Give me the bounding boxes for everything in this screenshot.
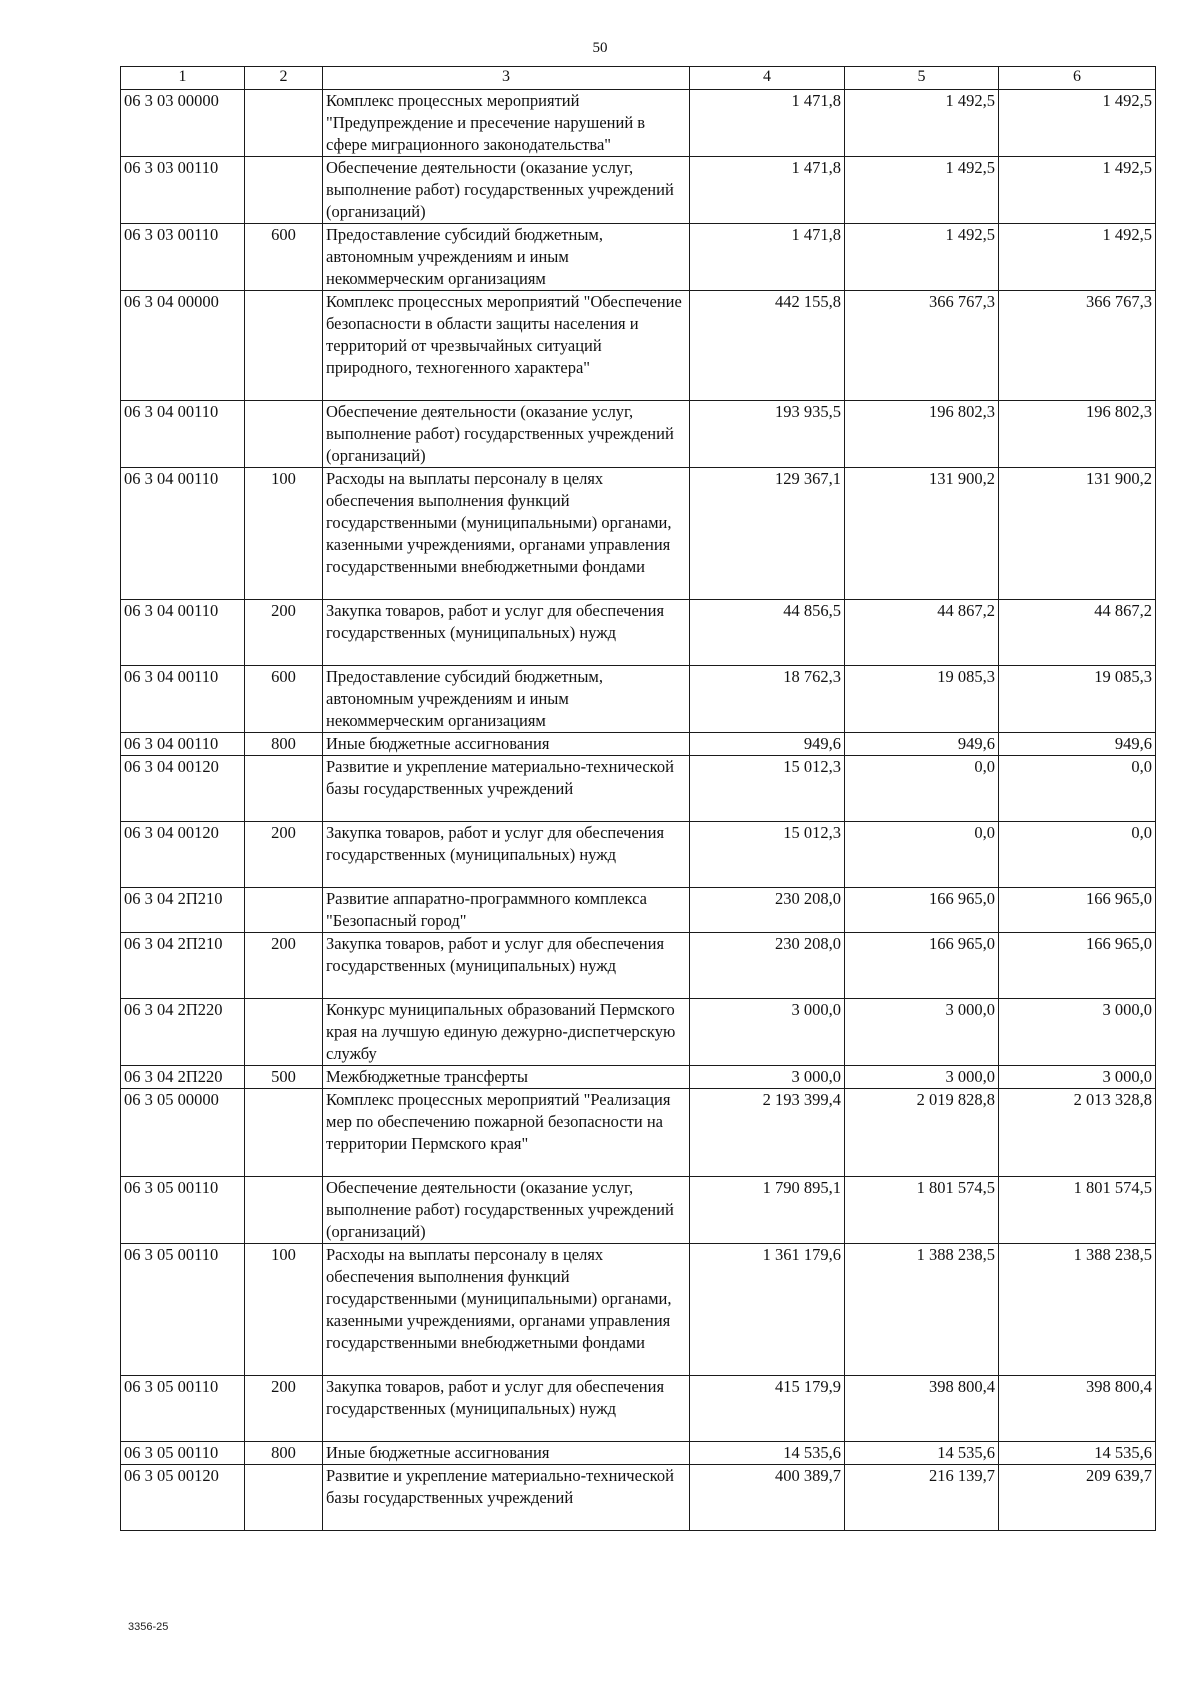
amount-col-4: 400 389,7 (690, 1465, 845, 1531)
code-cell: 06 3 05 00000 (121, 1089, 245, 1177)
expense-type-cell: 600 (245, 666, 323, 733)
header-col-5: 5 (845, 67, 999, 90)
amount-col-5: 196 802,3 (845, 401, 999, 468)
expense-type-cell (245, 157, 323, 224)
table-row (121, 666, 1156, 733)
name-cell: Закупка товаров, работ и услуг для обеспечения государственных (муниципальных) нужд (323, 822, 690, 888)
table-row (121, 733, 1156, 756)
name-cell: Расходы на выплаты персоналу в целях обеспечения выполнения функций государственными (муниципальными) органами, казенными учреждениями, органами управления государственными внебюджетными фондами (323, 468, 690, 600)
page-number: 50 (592, 40, 608, 56)
expense-type-cell (245, 756, 323, 822)
budget-table (120, 66, 1156, 1531)
header-row (121, 67, 1156, 90)
name-cell: Иные бюджетные ассигнования (323, 733, 690, 756)
table-row (121, 157, 1156, 224)
amount-col-4: 3 000,0 (690, 999, 845, 1066)
code-cell: 06 3 04 00110 (121, 600, 245, 666)
amount-col-4: 14 535,6 (690, 1442, 845, 1465)
name-cell: Предоставление субсидий бюджетным, автономным учреждениям и иным некоммерческим организациям (323, 666, 690, 733)
name-cell: Обеспечение деятельности (оказание услуг, выполнение работ) государственных учреждений (организаций) (323, 157, 690, 224)
table-row (121, 291, 1156, 401)
amount-col-4: 442 155,8 (690, 291, 845, 401)
amount-col-4: 15 012,3 (690, 822, 845, 888)
table-row (121, 1442, 1156, 1465)
expense-type-cell: 100 (245, 468, 323, 600)
amount-col-6: 1 492,5 (999, 224, 1156, 291)
expense-type-cell (245, 291, 323, 401)
amount-col-5: 14 535,6 (845, 1442, 999, 1465)
code-cell: 06 3 04 00000 (121, 291, 245, 401)
expense-type-cell: 800 (245, 1442, 323, 1465)
expense-type-cell: 200 (245, 1376, 323, 1442)
amount-col-4: 1 471,8 (690, 224, 845, 291)
expense-type-cell: 200 (245, 822, 323, 888)
amount-col-5: 0,0 (845, 756, 999, 822)
name-cell: Закупка товаров, работ и услуг для обеспечения государственных (муниципальных) нужд (323, 933, 690, 999)
code-cell: 06 3 04 00120 (121, 822, 245, 888)
amount-col-5: 166 965,0 (845, 888, 999, 933)
amount-col-6: 44 867,2 (999, 600, 1156, 666)
expense-type-cell: 500 (245, 1066, 323, 1089)
table-row (121, 1376, 1156, 1442)
amount-col-4: 1 471,8 (690, 157, 845, 224)
code-cell: 06 3 04 2П220 (121, 1066, 245, 1089)
amount-col-5: 44 867,2 (845, 600, 999, 666)
name-cell: Развитие и укрепление материально-технической базы государственных учреждений (323, 756, 690, 822)
amount-col-5: 1 492,5 (845, 224, 999, 291)
name-cell: Комплекс процессных мероприятий "Обеспечение безопасности в области защиты населения и территорий от чрезвычайных ситуаций природного, техногенного характера" (323, 291, 690, 401)
code-cell: 06 3 04 00110 (121, 468, 245, 600)
code-cell: 06 3 04 2П220 (121, 999, 245, 1066)
expense-type-cell: 100 (245, 1244, 323, 1376)
code-cell: 06 3 05 00110 (121, 1376, 245, 1442)
amount-col-4: 15 012,3 (690, 756, 845, 822)
code-cell: 06 3 04 00110 (121, 733, 245, 756)
code-cell: 06 3 04 00120 (121, 756, 245, 822)
table-row (121, 1465, 1156, 1531)
name-cell: Конкурс муниципальных образований Пермского края на лучшую единую дежурно-диспетчерскую службу (323, 999, 690, 1066)
name-cell: Предоставление субсидий бюджетным, автономным учреждениям и иным некоммерческим организациям (323, 224, 690, 291)
table-row (121, 468, 1156, 600)
name-cell: Развитие аппаратно-программного комплекса "Безопасный город" (323, 888, 690, 933)
expense-type-cell (245, 90, 323, 157)
table-row (121, 888, 1156, 933)
amount-col-5: 3 000,0 (845, 999, 999, 1066)
code-cell: 06 3 05 00110 (121, 1177, 245, 1244)
name-cell: Межбюджетные трансферты (323, 1066, 690, 1089)
code-cell: 06 3 04 2П210 (121, 888, 245, 933)
amount-col-4: 415 179,9 (690, 1376, 845, 1442)
code-cell: 06 3 05 00110 (121, 1244, 245, 1376)
amount-col-6: 14 535,6 (999, 1442, 1156, 1465)
amount-col-4: 129 367,1 (690, 468, 845, 600)
amount-col-4: 230 208,0 (690, 933, 845, 999)
table-row (121, 1244, 1156, 1376)
table-row (121, 822, 1156, 888)
name-cell: Обеспечение деятельности (оказание услуг, выполнение работ) государственных учреждений (организаций) (323, 1177, 690, 1244)
table-row (121, 224, 1156, 291)
amount-col-5: 1 388 238,5 (845, 1244, 999, 1376)
amount-col-6: 209 639,7 (999, 1465, 1156, 1531)
table-row (121, 90, 1156, 157)
amount-col-6: 949,6 (999, 733, 1156, 756)
expense-type-cell: 800 (245, 733, 323, 756)
code-cell: 06 3 04 2П210 (121, 933, 245, 999)
document-code: 3356-25 (128, 1621, 169, 1633)
amount-col-5: 1 492,5 (845, 157, 999, 224)
code-cell: 06 3 04 00110 (121, 666, 245, 733)
name-cell: Расходы на выплаты персоналу в целях обеспечения выполнения функций государственными (муниципальными) органами, казенными учреждениями, органами управления государственными внебюджетными фондами (323, 1244, 690, 1376)
code-cell: 06 3 05 00110 (121, 1442, 245, 1465)
amount-col-6: 1 801 574,5 (999, 1177, 1156, 1244)
amount-col-6: 196 802,3 (999, 401, 1156, 468)
amount-col-6: 1 388 238,5 (999, 1244, 1156, 1376)
amount-col-5: 949,6 (845, 733, 999, 756)
table-row (121, 1089, 1156, 1177)
amount-col-5: 216 139,7 (845, 1465, 999, 1531)
expense-type-cell (245, 1177, 323, 1244)
table-row (121, 600, 1156, 666)
amount-col-6: 2 013 328,8 (999, 1089, 1156, 1177)
name-cell: Обеспечение деятельности (оказание услуг, выполнение работ) государственных учреждений (организаций) (323, 401, 690, 468)
table-row (121, 1177, 1156, 1244)
amount-col-6: 19 085,3 (999, 666, 1156, 733)
amount-col-5: 398 800,4 (845, 1376, 999, 1442)
code-cell: 06 3 03 00110 (121, 157, 245, 224)
expense-type-cell (245, 1089, 323, 1177)
amount-col-4: 2 193 399,4 (690, 1089, 845, 1177)
table-row (121, 401, 1156, 468)
amount-col-5: 366 767,3 (845, 291, 999, 401)
amount-col-6: 1 492,5 (999, 157, 1156, 224)
name-cell: Развитие и укрепление материально-технической базы государственных учреждений (323, 1465, 690, 1531)
name-cell: Закупка товаров, работ и услуг для обеспечения государственных (муниципальных) нужд (323, 1376, 690, 1442)
code-cell: 06 3 03 00000 (121, 90, 245, 157)
amount-col-6: 166 965,0 (999, 888, 1156, 933)
expense-type-cell: 200 (245, 933, 323, 999)
amount-col-4: 1 790 895,1 (690, 1177, 845, 1244)
code-cell: 06 3 04 00110 (121, 401, 245, 468)
amount-col-4: 1 471,8 (690, 90, 845, 157)
amount-col-4: 230 208,0 (690, 888, 845, 933)
amount-col-5: 131 900,2 (845, 468, 999, 600)
table-row (121, 933, 1156, 999)
header-col-4: 4 (690, 67, 845, 90)
name-cell: Комплекс процессных мероприятий "Предупреждение и пресечение нарушений в сфере миграционного законодательства" (323, 90, 690, 157)
header-col-1: 1 (121, 67, 245, 90)
expense-type-cell (245, 888, 323, 933)
amount-col-5: 0,0 (845, 822, 999, 888)
amount-col-6: 398 800,4 (999, 1376, 1156, 1442)
header-col-3: 3 (323, 67, 690, 90)
name-cell: Иные бюджетные ассигнования (323, 1442, 690, 1465)
amount-col-6: 131 900,2 (999, 468, 1156, 600)
amount-col-4: 18 762,3 (690, 666, 845, 733)
amount-col-5: 19 085,3 (845, 666, 999, 733)
amount-col-6: 1 492,5 (999, 90, 1156, 157)
expense-type-cell: 600 (245, 224, 323, 291)
amount-col-4: 3 000,0 (690, 1066, 845, 1089)
code-cell: 06 3 05 00120 (121, 1465, 245, 1531)
expense-type-cell (245, 1465, 323, 1531)
table-row (121, 1066, 1156, 1089)
amount-col-6: 166 965,0 (999, 933, 1156, 999)
table-row (121, 756, 1156, 822)
amount-col-4: 193 935,5 (690, 401, 845, 468)
expense-type-cell: 200 (245, 600, 323, 666)
amount-col-6: 3 000,0 (999, 999, 1156, 1066)
amount-col-6: 0,0 (999, 822, 1156, 888)
amount-col-4: 1 361 179,6 (690, 1244, 845, 1376)
amount-col-4: 44 856,5 (690, 600, 845, 666)
expense-type-cell (245, 401, 323, 468)
amount-col-5: 1 492,5 (845, 90, 999, 157)
amount-col-5: 2 019 828,8 (845, 1089, 999, 1177)
name-cell: Закупка товаров, работ и услуг для обеспечения государственных (муниципальных) нужд (323, 600, 690, 666)
amount-col-6: 3 000,0 (999, 1066, 1156, 1089)
header-col-2: 2 (245, 67, 323, 90)
name-cell: Комплекс процессных мероприятий "Реализация мер по обеспечению пожарной безопасности на территории Пермского края" (323, 1089, 690, 1177)
amount-col-5: 166 965,0 (845, 933, 999, 999)
amount-col-6: 366 767,3 (999, 291, 1156, 401)
amount-col-4: 949,6 (690, 733, 845, 756)
header-col-6: 6 (999, 67, 1156, 90)
amount-col-6: 0,0 (999, 756, 1156, 822)
expense-type-cell (245, 999, 323, 1066)
code-cell: 06 3 03 00110 (121, 224, 245, 291)
amount-col-5: 1 801 574,5 (845, 1177, 999, 1244)
amount-col-5: 3 000,0 (845, 1066, 999, 1089)
table-row (121, 999, 1156, 1066)
